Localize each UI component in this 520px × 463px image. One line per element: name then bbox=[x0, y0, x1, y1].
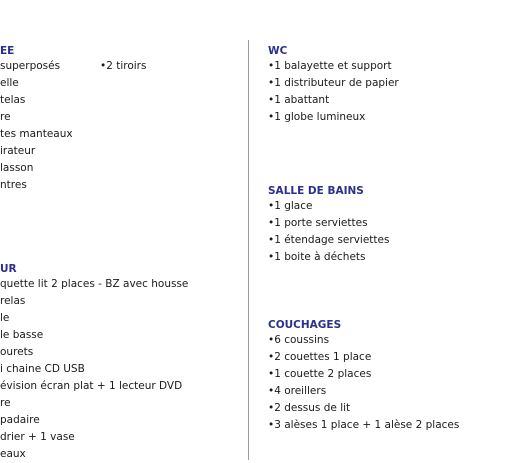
list-item-extra: •2 tiroirs bbox=[100, 60, 147, 72]
list-item: re bbox=[0, 397, 11, 409]
list-item: lasson bbox=[0, 162, 34, 174]
list-item: ntres bbox=[0, 179, 27, 191]
right-column bbox=[268, 44, 518, 434]
list-item: •4 oreillers bbox=[268, 385, 327, 397]
section-wc bbox=[268, 44, 518, 126]
list-item: •1 boite à déchets bbox=[268, 251, 366, 263]
section-heading: COUCHAGES bbox=[268, 319, 342, 331]
list-item: •2 couettes 1 place bbox=[268, 351, 372, 363]
list-item: tes manteaux bbox=[0, 128, 73, 140]
list-item: le basse bbox=[0, 329, 44, 341]
list-item: irateur bbox=[0, 145, 36, 157]
list-item: •1 abattant bbox=[268, 94, 330, 106]
left-column bbox=[0, 44, 245, 463]
list-item: i chaine CD USB bbox=[0, 363, 85, 375]
list-item: •1 globe lumineux bbox=[268, 111, 366, 123]
list-item: relas bbox=[0, 295, 26, 307]
list-item: elle bbox=[0, 77, 19, 89]
section-salle-de-bains bbox=[268, 184, 518, 266]
list-item: quette lit 2 places - BZ avec housse bbox=[0, 278, 189, 290]
list-item: •1 étendage serviettes bbox=[268, 234, 390, 246]
section-heading: UR bbox=[0, 263, 17, 275]
list-item: •1 glace bbox=[268, 200, 313, 212]
list-item: drier + 1 vase bbox=[0, 431, 75, 443]
section-heading: SALLE DE BAINS bbox=[268, 185, 364, 197]
list-item: eaux bbox=[0, 448, 26, 460]
list-item: •1 couette 2 places bbox=[268, 368, 372, 380]
list-item: •2 dessus de lit bbox=[268, 402, 351, 414]
section-heading: EE bbox=[0, 45, 15, 57]
list-item: •1 distributeur de papier bbox=[268, 77, 399, 89]
list-item: re bbox=[0, 111, 11, 123]
column-divider bbox=[248, 40, 249, 460]
list-item: •1 balayette et support bbox=[268, 60, 392, 72]
section-heading: WC bbox=[268, 45, 288, 57]
list-item: évision écran plat + 1 lecteur DVD bbox=[0, 380, 183, 392]
list-item: padaire bbox=[0, 414, 40, 426]
list-item: ourets bbox=[0, 346, 34, 358]
section-couchages bbox=[268, 318, 518, 434]
list-item: telas bbox=[0, 94, 26, 106]
list-item: •1 porte serviettes bbox=[268, 217, 368, 229]
list-item: superposés •2 tiroirs bbox=[0, 58, 245, 75]
section-entree bbox=[0, 44, 245, 194]
list-item: •6 coussins bbox=[268, 334, 330, 346]
list-item: le bbox=[0, 312, 10, 324]
section-sejour bbox=[0, 262, 245, 463]
list-item: •3 alèses 1 place + 1 alèse 2 places bbox=[268, 419, 460, 431]
